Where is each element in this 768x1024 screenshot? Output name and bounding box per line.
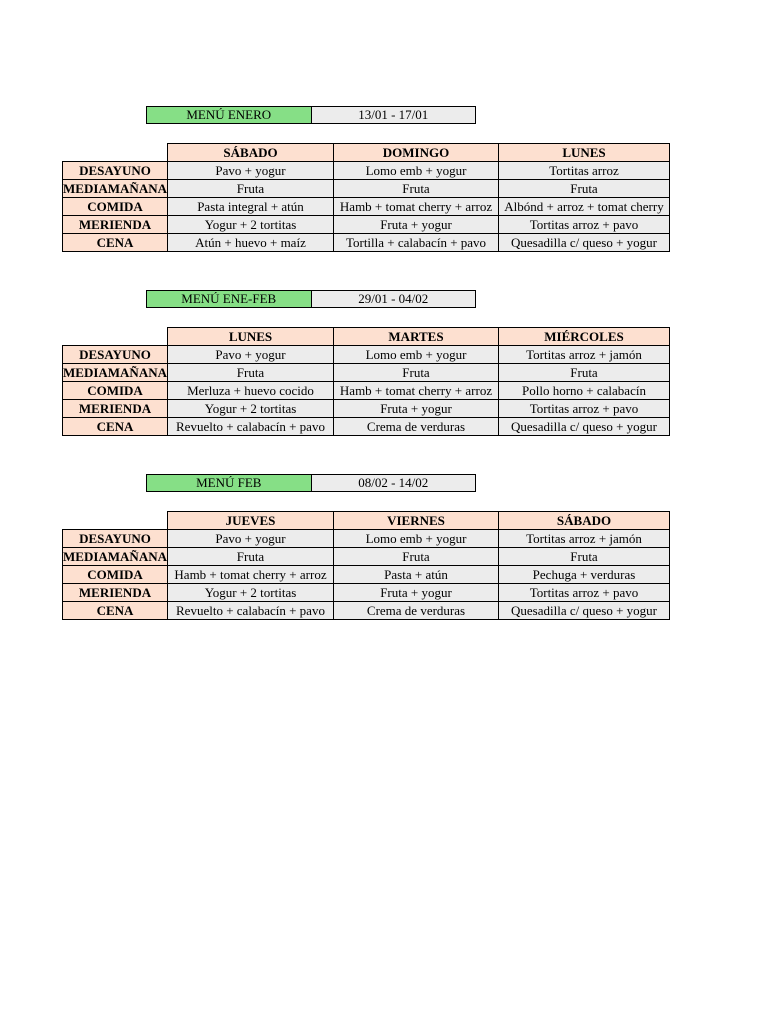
meal-cell: Fruta [168, 548, 334, 566]
meal-cell: Fruta + yogur [334, 216, 499, 234]
meal-label: MERIENDA [63, 216, 168, 234]
day-header: VIERNES [334, 512, 499, 530]
table-row [63, 566, 670, 584]
day-header: MIÉRCOLES [499, 328, 670, 346]
meal-cell: Pechuga + verduras [499, 566, 670, 584]
menu-table [62, 511, 670, 620]
meal-cell: Crema de verduras [334, 418, 499, 436]
menu-table [62, 143, 670, 252]
table-row [63, 400, 670, 418]
table-row [63, 346, 670, 364]
menu-dates: 08/02 - 14/02 [312, 474, 477, 492]
meal-cell: Pollo horno + calabacín [499, 382, 670, 400]
meal-cell: Fruta [168, 364, 334, 382]
meal-label: MEDIAMAÑANA [63, 548, 167, 564]
meal-cell: Pasta integral + atún [168, 198, 334, 216]
table-row [63, 382, 670, 400]
table-row [63, 364, 670, 382]
meal-label: DESAYUNO [63, 530, 168, 548]
meal-cell: Yogur + 2 tortitas [168, 584, 334, 602]
menu-title: MENÚ ENERO [146, 106, 312, 124]
meal-label: COMIDA [63, 382, 168, 400]
meal-cell: Pavo + yogur [168, 530, 334, 548]
meal-cell: Fruta [499, 180, 670, 198]
meal-cell: Tortitas arroz [499, 162, 670, 180]
day-header-row [63, 328, 670, 346]
day-header: SÁBADO [499, 512, 670, 530]
table-row [63, 584, 670, 602]
meal-cell: Merluza + huevo cocido [168, 382, 334, 400]
day-header: DOMINGO [334, 144, 499, 162]
meal-cell: Tortitas arroz + pavo [499, 584, 670, 602]
table-row [63, 602, 670, 620]
meal-cell: Quesadilla c/ queso + yogur [499, 418, 670, 436]
day-header-row [63, 144, 670, 162]
table-row [63, 530, 670, 548]
menu-dates: 13/01 - 17/01 [312, 106, 477, 124]
table-row [63, 548, 670, 566]
table-row [63, 418, 670, 436]
meal-cell: Tortitas arroz + pavo [499, 216, 670, 234]
meal-cell: Crema de verduras [334, 602, 499, 620]
meal-cell: Fruta + yogur [334, 584, 499, 602]
meal-cell: Revuelto + calabacín + pavo [168, 418, 334, 436]
meal-cell: Pavo + yogur [168, 346, 334, 364]
meal-label: MEDIAMAÑANA [63, 180, 167, 196]
meal-cell: Fruta + yogur [334, 400, 499, 418]
meal-cell: Tortitas arroz + jamón [499, 530, 670, 548]
menu-title-row [146, 290, 476, 308]
meal-cell: Yogur + 2 tortitas [168, 400, 334, 418]
meal-cell: Tortilla + calabacín + pavo [334, 234, 499, 252]
menu-table [62, 327, 670, 436]
meal-cell: Hamb + tomat cherry + arroz [334, 382, 499, 400]
meal-label: CENA [63, 418, 168, 436]
table-row [63, 162, 670, 180]
meal-cell: Lomo emb + yogur [334, 530, 499, 548]
day-header: JUEVES [168, 512, 334, 530]
meal-cell: Quesadilla c/ queso + yogur [499, 234, 670, 252]
menu-title-row [146, 474, 476, 492]
meal-cell: Quesadilla c/ queso + yogur [499, 602, 670, 620]
meal-cell: Tortitas arroz + jamón [499, 346, 670, 364]
meal-label: DESAYUNO [63, 346, 168, 364]
table-row [63, 180, 670, 198]
meal-cell: Fruta [168, 180, 334, 198]
meal-label: CENA [63, 602, 168, 620]
corner-cell [63, 512, 168, 530]
meal-cell: Fruta [334, 180, 499, 198]
meal-cell: Lomo emb + yogur [334, 346, 499, 364]
meal-cell: Fruta [499, 548, 670, 566]
meal-label: MEDIAMAÑANA [63, 364, 167, 380]
meal-cell: Lomo emb + yogur [334, 162, 499, 180]
meal-cell: Atún + huevo + maíz [168, 234, 334, 252]
meal-label: MERIENDA [63, 584, 168, 602]
meal-label: COMIDA [63, 198, 168, 216]
meal-cell: Hamb + tomat cherry + arroz [334, 198, 499, 216]
corner-cell [63, 328, 168, 346]
meal-label: DESAYUNO [63, 162, 168, 180]
table-row [63, 234, 670, 252]
day-header: SÁBADO [168, 144, 334, 162]
meal-cell: Pavo + yogur [168, 162, 334, 180]
table-row [63, 216, 670, 234]
day-header: LUNES [168, 328, 334, 346]
menu-title: MENÚ FEB [146, 474, 312, 492]
meal-cell: Fruta [499, 364, 670, 382]
corner-cell [63, 144, 168, 162]
menu-title: MENÚ ENE-FEB [146, 290, 312, 308]
meal-cell: Pasta + atún [334, 566, 499, 584]
meal-label: MERIENDA [63, 400, 168, 418]
meal-cell: Hamb + tomat cherry + arroz [168, 566, 334, 584]
day-header: MARTES [334, 328, 499, 346]
day-header-row [63, 512, 670, 530]
meal-cell: Fruta [334, 548, 499, 566]
meal-label: CENA [63, 234, 168, 252]
menu-dates: 29/01 - 04/02 [312, 290, 477, 308]
meal-label: COMIDA [63, 566, 168, 584]
meal-cell: Yogur + 2 tortitas [168, 216, 334, 234]
meal-cell: Albónd + arroz + tomat cherry [499, 198, 670, 216]
day-header: LUNES [499, 144, 670, 162]
table-row [63, 198, 670, 216]
meal-cell: Tortitas arroz + pavo [499, 400, 670, 418]
menu-title-row [146, 106, 476, 124]
meal-cell: Revuelto + calabacín + pavo [168, 602, 334, 620]
meal-cell: Fruta [334, 364, 499, 382]
